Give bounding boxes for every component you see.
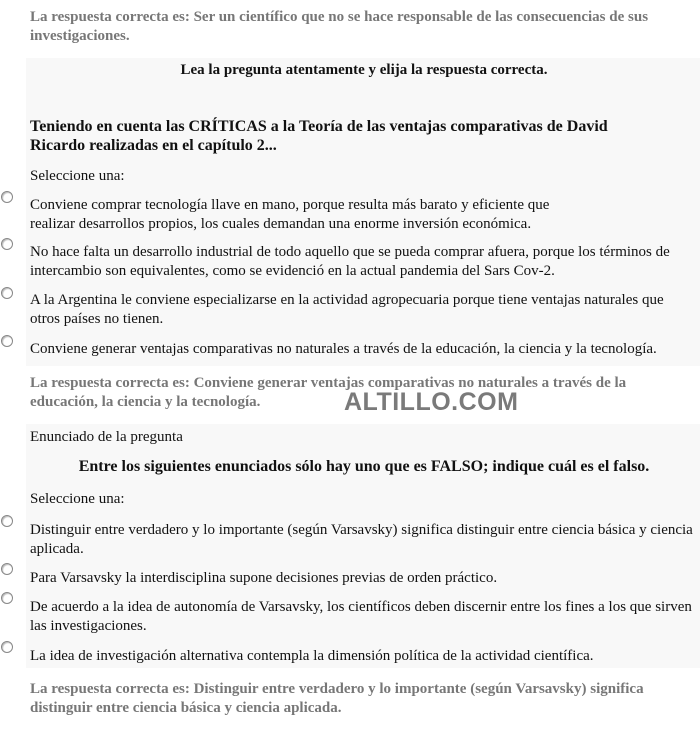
option-label[interactable]: Para Varsavsky la interdisciplina supone decisiones previas de orden práctico. — [30, 570, 498, 586]
option-radio[interactable] — [1, 563, 13, 575]
option-radio[interactable] — [1, 641, 13, 653]
select-one-label: Seleccione una: — [30, 491, 125, 507]
option-label[interactable]: No hace falta un desarrollo industrial de todo aquello que se pueda comprar afuera, porque los términos de intercambio son equivalentes, como se evidenció en la actual pandemia del Sars Cov-2. — [30, 244, 670, 279]
previous-correct-answer: La respuesta correcta es: Ser un científico que no se hace responsable de las consecuencias de sus investigaciones. — [30, 9, 649, 44]
option-radio[interactable] — [1, 515, 13, 527]
option-label[interactable]: Conviene generar ventajas comparativas no naturales a través de la educación, la ciencia y la tecnología. — [30, 341, 657, 357]
option-label[interactable]: De acuerdo a la idea de autonomía de Varsavsky, los científicos deben discernir entre los fines a los que sirven las investigaciones. — [30, 599, 692, 634]
question-2-heading: Enunciado de la pregunta — [30, 429, 183, 445]
option-radio[interactable] — [1, 191, 13, 203]
question-1-correct-answer: La respuesta correcta es: Conviene generar ventajas comparativas no naturales a través de la educación, la ciencia y la tecnología. — [30, 375, 627, 410]
option-radio[interactable] — [1, 335, 13, 347]
watermark: ALTILLO.COM — [344, 388, 519, 416]
option-label[interactable]: Conviene comprar tecnología llave en mano, porque resulta más barato y eficiente que realizar desarrollos propios, los cuales demandan una enorme inversión económica. — [30, 197, 550, 232]
option-radio[interactable] — [1, 287, 13, 299]
question-1-text: Teniendo en cuenta las CRÍTICAS a la Teoría de las ventajas comparativas de David Ricardo realizadas en el capítulo 2... — [30, 118, 608, 154]
question-2-text: Entre los siguientes enunciados sólo hay uno que es FALSO; indique cuál es el falso. — [78, 458, 650, 475]
option-label[interactable]: A la Argentina le conviene especializarse en la actividad agropecuaria porque tiene ventajas naturales que otros países no tienen. — [30, 292, 664, 327]
option-label[interactable]: Distinguir entre verdadero y lo importante (según Varsavsky) significa distinguir entre ciencia básica y ciencia aplicada. — [30, 522, 693, 557]
option-radio[interactable] — [1, 592, 13, 604]
question-1-instruction: Lea la pregunta atentamente y elija la respuesta correcta. — [180, 62, 548, 78]
option-radio[interactable] — [1, 238, 13, 250]
select-one-label: Seleccione una: — [30, 168, 125, 184]
question-2-correct-answer: La respuesta correcta es: Distinguir entre verdadero y lo importante (según Varsavsky) significa distinguir entre ciencia básica y ciencia aplicada. — [30, 681, 644, 716]
option-label[interactable]: La idea de investigación alternativa contempla la dimensión política de la actividad científica. — [30, 648, 594, 664]
